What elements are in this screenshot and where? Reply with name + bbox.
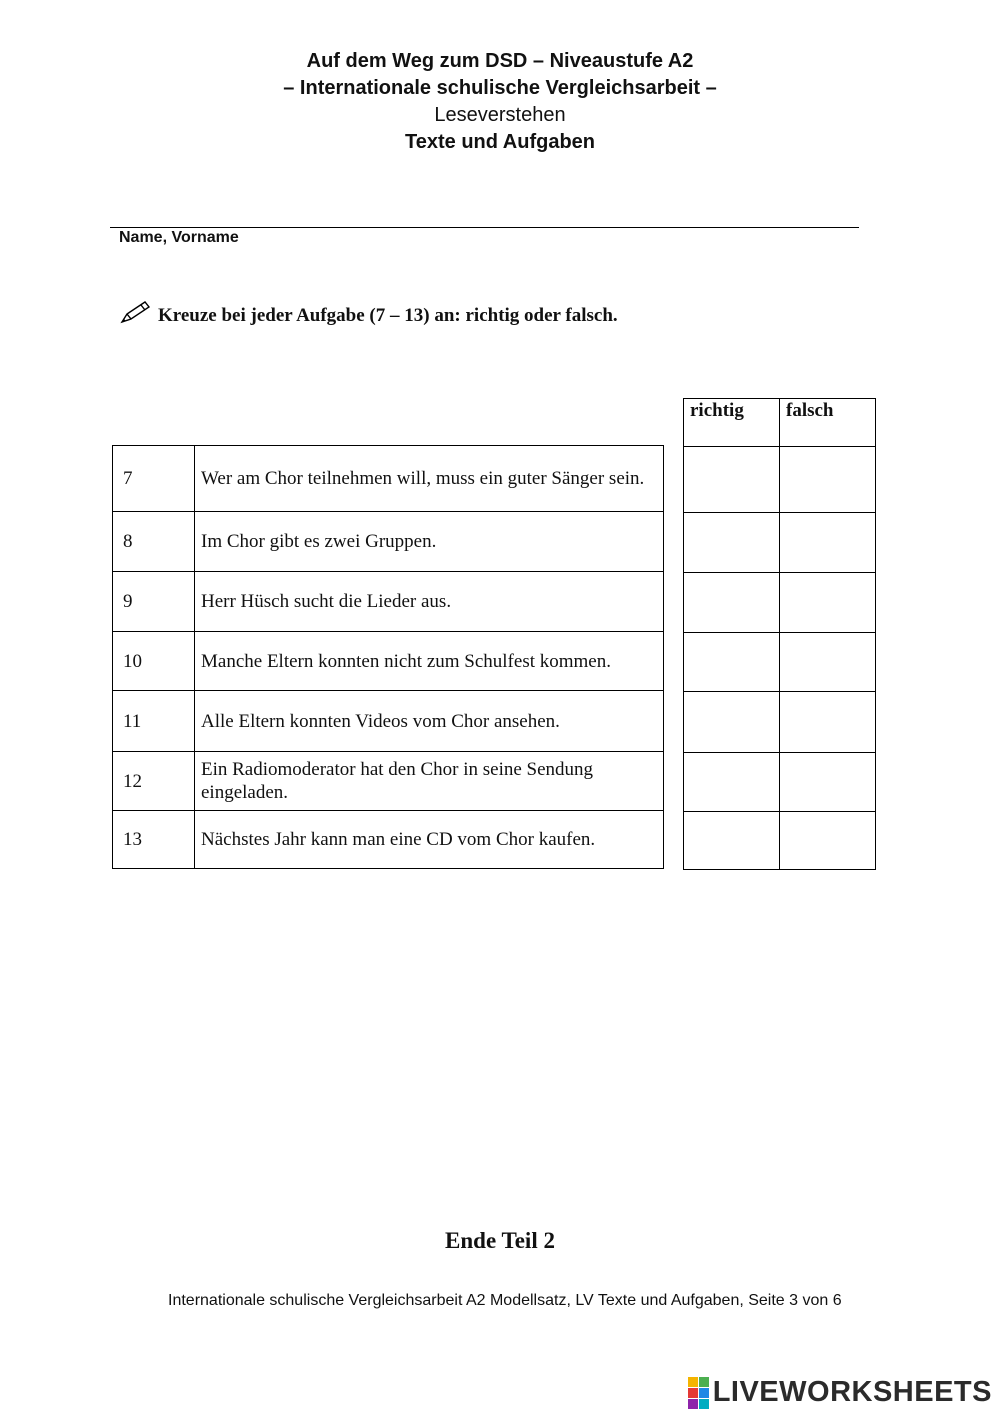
table-row [113, 691, 664, 752]
logo-square [699, 1388, 709, 1398]
answer-box-falsch-10[interactable] [780, 633, 876, 692]
task-statement: Alle Eltern konnten Videos vom Chor ansehen. [195, 691, 664, 752]
name-underline [110, 227, 859, 228]
tasks-table [112, 445, 664, 869]
table-row [113, 512, 664, 572]
task-statement: Ein Radiomoderator hat den Chor in seine Sendung eingeladen. [195, 752, 664, 811]
answer-box-richtig-10[interactable] [684, 633, 780, 692]
table-row [113, 811, 664, 869]
answer-row [684, 812, 876, 870]
logo-square [688, 1377, 698, 1387]
answers-header-row [684, 399, 876, 447]
answer-box-richtig-12[interactable] [684, 753, 780, 812]
answers-table [683, 398, 876, 870]
logo-mark-icon [688, 1377, 709, 1409]
answer-box-falsch-7[interactable] [780, 447, 876, 513]
answer-box-richtig-8[interactable] [684, 513, 780, 573]
answer-row [684, 513, 876, 573]
answer-box-richtig-11[interactable] [684, 692, 780, 753]
answer-box-richtig-13[interactable] [684, 812, 780, 870]
task-number: 7 [113, 446, 195, 512]
task-number: 8 [113, 512, 195, 572]
logo-square [699, 1377, 709, 1387]
header-section: Leseverstehen [434, 104, 566, 126]
instruction-text: Kreuze bei jeder Aufgabe (7 – 13) an: richtig oder falsch. [158, 305, 618, 326]
header-subtitle: – Internationale schulische Vergleichsarbeit – [283, 77, 717, 99]
logo-square [699, 1399, 709, 1409]
task-number: 11 [113, 691, 195, 752]
task-statement: Wer am Chor teilnehmen will, muss ein guter Sänger sein. [195, 446, 664, 512]
answer-box-richtig-9[interactable] [684, 573, 780, 633]
task-number: 13 [113, 811, 195, 869]
answer-row [684, 633, 876, 692]
answer-box-falsch-8[interactable] [780, 513, 876, 573]
header-part-title: Texte und Aufgaben [405, 131, 595, 153]
task-statement: Herr Hüsch sucht die Lieder aus. [195, 572, 664, 632]
answer-box-richtig-7[interactable] [684, 447, 780, 513]
answer-box-falsch-11[interactable] [780, 692, 876, 753]
answer-box-falsch-13[interactable] [780, 812, 876, 870]
header-title: Auf dem Weg zum DSD – Niveaustufe A2 [306, 50, 694, 72]
task-statement: Im Chor gibt es zwei Gruppen. [195, 512, 664, 572]
liveworksheets-logo [688, 1376, 992, 1409]
task-statement: Nächstes Jahr kann man eine CD vom Chor kaufen. [195, 811, 664, 869]
logo-text: LIVEWORKSHEETS [712, 1376, 992, 1408]
answer-box-falsch-9[interactable] [780, 573, 876, 633]
richtig-header: richtig [684, 399, 780, 447]
task-number: 10 [113, 632, 195, 691]
table-row [113, 446, 664, 512]
name-label: Name, Vorname [119, 229, 239, 246]
answer-row [684, 447, 876, 513]
answer-row [684, 692, 876, 753]
table-row [113, 572, 664, 632]
answer-row [684, 753, 876, 812]
task-statement: Manche Eltern konnten nicht zum Schulfest kommen. [195, 632, 664, 691]
pencil-icon [119, 300, 151, 326]
document-header [0, 48, 1000, 156]
end-of-part: Ende Teil 2 [445, 1228, 555, 1253]
falsch-header: falsch [780, 399, 876, 447]
page-footer: Internationale schulische Vergleichsarbeit A2 Modellsatz, LV Texte und Aufgaben, Seite 3 von 6 [168, 1292, 842, 1309]
instruction [119, 299, 618, 327]
table-row [113, 752, 664, 811]
task-number: 9 [113, 572, 195, 632]
answer-box-falsch-12[interactable] [780, 753, 876, 812]
logo-square [688, 1399, 698, 1409]
table-row [113, 632, 664, 691]
answer-row [684, 573, 876, 633]
task-number: 12 [113, 752, 195, 811]
logo-square [688, 1388, 698, 1398]
